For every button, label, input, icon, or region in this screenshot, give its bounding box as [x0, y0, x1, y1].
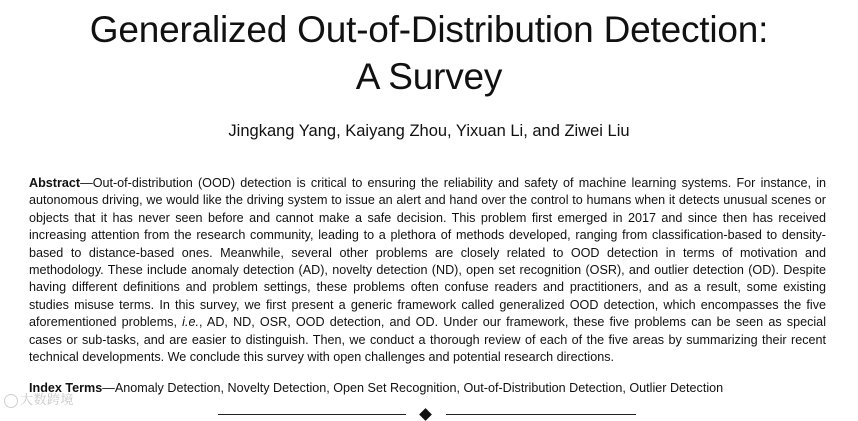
- abstract-text-part2: , AD, ND, OSR, OOD detection, and OD. Under our framework, these five problems can be seen as special cases or sub-tasks, and are easier to distinguish. Then, we conduct a thorough review of each of the five areas by summarizing their recent technical developments. We conclude this survey with open challenges and potential research directions.: [29, 315, 826, 365]
- index-terms-text: —Anomaly Detection, Novelty Detection, Open Set Recognition, Out-of-Distribution Detection, Outlier Detection: [102, 381, 724, 395]
- watermark-logo-icon: [4, 394, 18, 408]
- divider-diamond-icon: [419, 408, 432, 421]
- section-divider-right: [446, 414, 636, 415]
- abstract-paragraph: [29, 175, 826, 366]
- watermark: [4, 392, 74, 408]
- index-terms-label: Index Terms: [29, 381, 103, 395]
- watermark-text: 大数跨境: [20, 392, 75, 407]
- paper-title: [0, 6, 858, 100]
- index-terms: [29, 380, 829, 397]
- abstract-text-part1: —Out-of-distribution (OOD) detection is critical to ensuring the reliability and safety of machine learning systems. For instance, in autonomous driving, we would like the driving system to issue an alert and hand over the control to humans when it detects unusual scenes or objects that it has never seen before and cannot make a safe decision. This problem first emerged in 2017 and since then has received increasing attention from the research community, leading to a plethora of methods developed, ranging from classification-based to density-based to distance-based ones. Meanwhile, several other problems are closely related to OOD detection in terms of motivation and methodology. These include anomaly detection (AD), novelty detection (ND), open set recognition (OSR), and outlier detection (OD). Despite having different definitions and problem settings, these problems often confuse readers and practitioners, and as a result, some existing studies misuse terms. In this survey, we first present a generic framework called generalized OOD detection, which encompasses the five aforementioned problems,: [29, 176, 826, 330]
- abstract-label: Abstract: [29, 176, 81, 190]
- title-line-1: Generalized Out-of-Distribution Detection:: [89, 9, 769, 50]
- title-line-2: A Survey: [355, 56, 503, 97]
- section-divider-left: [218, 414, 406, 415]
- abstract-ie: i.e.: [182, 315, 199, 330]
- author-list: Jingkang Yang, Kaiyang Zhou, Yixuan Li, and Ziwei Liu: [228, 122, 630, 140]
